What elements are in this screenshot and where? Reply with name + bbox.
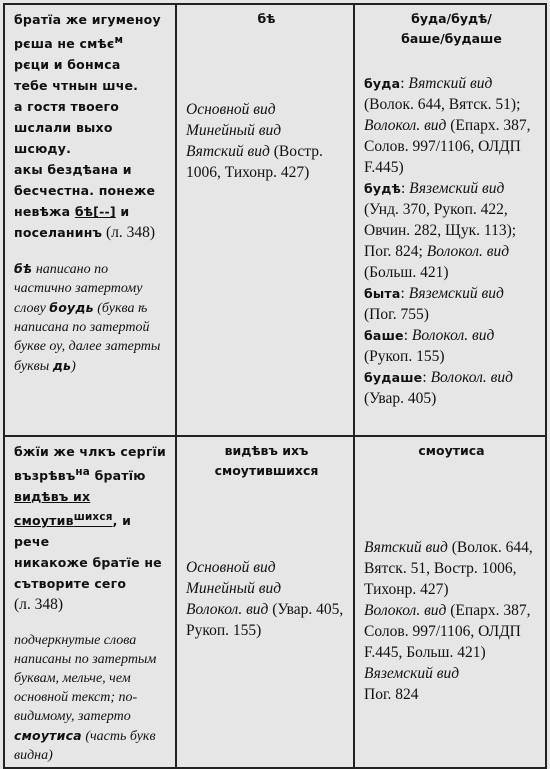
text-line: възрѣвъ$^{на}$ братїю — [14, 466, 146, 484]
text-line: шслали выхо шсюду. — [14, 120, 113, 157]
superscript: на — [75, 466, 91, 478]
variant-header: видѣвъ ихъ — [224, 443, 309, 458]
underlined-word: бѣ[--] — [74, 204, 116, 220]
text-line: бесчестна. понеже — [14, 183, 156, 199]
cell-manuscripts-1 — [354, 4, 546, 436]
document-page — [3, 3, 545, 764]
variant-header: смоутившихся — [214, 463, 319, 478]
manuscript-entry: Вяземский вид — [364, 665, 460, 682]
text-line: Вятский вид (Востр. 1006, Тихонр. 427) — [186, 143, 323, 181]
text-line: тебе чтнын шче. — [14, 78, 139, 94]
cell-manuscripts-2 — [354, 436, 546, 768]
editor-note: подчеркнутые слова написаны по затертым буквам, мельче, чем основной текст; по-видимому, затерто смоутиса (часть букв видна) — [14, 633, 157, 764]
text-line: сътворите сего — [14, 576, 127, 592]
cell-variant-1 — [176, 4, 354, 436]
variant-header: бѣ — [257, 11, 276, 26]
text-line: смоутив$^{шихся}$, и рече — [14, 511, 132, 550]
cell-source-text-1 — [4, 4, 176, 436]
text-line: поселанинъ (л. 348) — [14, 224, 156, 242]
manuscript-entry: Вятский вид (Волок. 644, Вятск. 51, Востр. 1006, Тихонр. 427) — [364, 539, 533, 598]
manuscript-entry: баше: Волокол. вид (Рукоп. 155) — [364, 327, 495, 365]
cell-variant-2 — [176, 436, 354, 768]
text-line: акы бездѣана и — [14, 162, 132, 178]
manuscript-entry: будѣ: Вяземский вид (Унд. 370, Рукоп. 422, Овчин. 282, Щук. 113); Пог. 824; Волокол. вид (Больш. 421) — [364, 180, 517, 281]
cell-source-text-2 — [4, 436, 176, 768]
text-line: невѣжа бѣ[--] и — [14, 204, 130, 220]
text-line: Основной вид — [186, 101, 276, 118]
manuscript-entry: буда: Вятский вид (Волок. 644, Вятск. 51); Волокол. вид (Епарх. 387, Солов. 997/1106, ОЛДП F.445) — [364, 75, 531, 176]
text-line: Основной вид — [186, 559, 276, 576]
text-line: а гостя твоего — [14, 99, 120, 115]
text-line: Минейный вид — [186, 580, 282, 597]
superscript: м — [114, 34, 124, 46]
manuscript-entry: будаше: Волокол. вид (Увар. 405) — [364, 369, 513, 407]
variants-table — [3, 3, 547, 769]
variant-header: буда/будѣ/ — [411, 11, 492, 26]
underlined-word: видѣвъ их — [14, 489, 91, 505]
editor-note: бѣ написано по частично затертому слову боудь (буква ѣ написана по затертой букве оу, далее затерты буквы дь) — [14, 261, 161, 375]
table-row — [4, 436, 546, 768]
text-line: (л. 348) — [14, 596, 64, 614]
text-line: рєша не смѣє$^м$ — [14, 34, 124, 52]
text-line: Минейный вид — [186, 122, 282, 139]
variant-header: смоутиса — [418, 443, 485, 458]
variant-header: баше/будаше — [401, 31, 502, 46]
text-line: никакоже братїе не — [14, 555, 162, 571]
text-line: Волокол. вид (Увар. 405, Рукоп. 155) — [186, 601, 344, 639]
table-row — [4, 4, 546, 436]
manuscript-entry: Пог. 824 — [364, 686, 419, 703]
text-line — [14, 486, 169, 507]
text-line: братїа же игуменоу — [14, 12, 161, 27]
manuscript-entry: Волокол. вид (Епарх. 387, Солов. 997/1106, ОЛДП F.445, Больш. 421) — [364, 602, 531, 661]
underlined-word: смоутив$^{шихся}$ — [14, 511, 113, 529]
manuscript-entry: быта: Вяземский вид (Пог. 755) — [364, 285, 504, 323]
text-line: бжїи же члкъ сергїи — [14, 444, 167, 459]
text-line: рєци и бонмса — [14, 57, 121, 73]
